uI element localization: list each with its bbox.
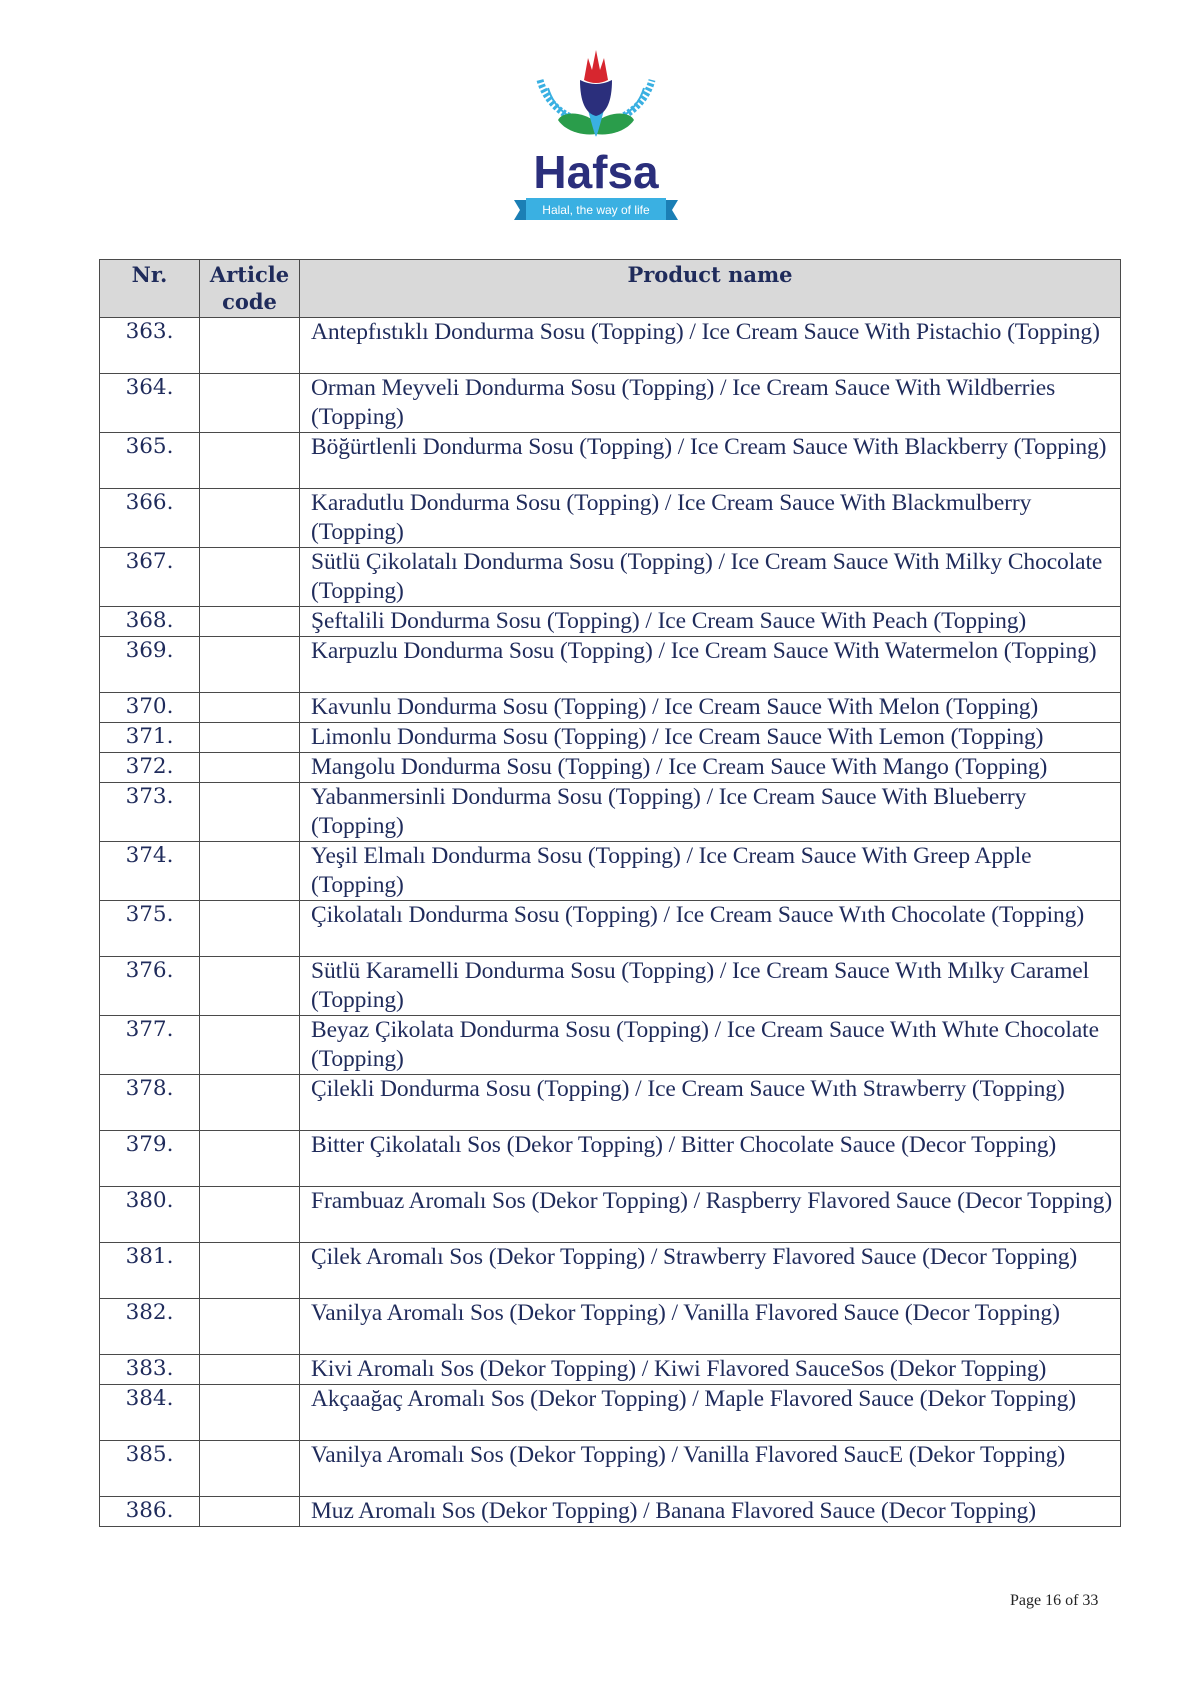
row-article-code bbox=[200, 1187, 300, 1243]
row-number: 368. bbox=[100, 607, 200, 637]
page-number: Page 16 of 33 bbox=[1010, 1592, 1099, 1609]
row-product-name bbox=[300, 957, 1121, 1016]
row-number: 371. bbox=[100, 723, 200, 753]
row-product-name bbox=[300, 433, 1121, 489]
table-row bbox=[100, 783, 1121, 842]
row-product-name bbox=[300, 1187, 1121, 1243]
row-article-code bbox=[200, 318, 300, 374]
row-product-name bbox=[300, 1131, 1121, 1187]
table-row bbox=[100, 1441, 1121, 1497]
row-article-code bbox=[200, 1075, 300, 1131]
product-name-text: Antepfıstıklı Dondurma Sosu (Topping) / Ice Cream Sauce With Pistachio (Topping) bbox=[311, 319, 1100, 345]
header-product-name: Product name bbox=[300, 260, 1121, 318]
row-product-name bbox=[300, 723, 1121, 753]
row-product-name bbox=[300, 1299, 1121, 1355]
row-article-code bbox=[200, 693, 300, 723]
row-article-code bbox=[200, 1299, 300, 1355]
table-row bbox=[100, 1131, 1121, 1187]
row-number: 372. bbox=[100, 753, 200, 783]
product-name-text: Sütlü Karamelli Dondurma Sosu (Topping) / Ice Cream Sauce Wıth Mılky Caramel (Topping) bbox=[311, 958, 1090, 1013]
row-product-name bbox=[300, 1355, 1121, 1385]
header-article-code bbox=[200, 260, 300, 318]
row-number: 364. bbox=[100, 374, 200, 433]
table-row bbox=[100, 901, 1121, 957]
product-name-text: Bitter Çikolatalı Sos (Dekor Topping) / Bitter Chocolate Sauce (Decor Topping) bbox=[311, 1132, 1057, 1158]
table-header-row bbox=[100, 260, 1121, 318]
row-article-code bbox=[200, 374, 300, 433]
row-number: 367. bbox=[100, 548, 200, 607]
row-number: 375. bbox=[100, 901, 200, 957]
product-name-text: Kivi Aromalı Sos (Dekor Topping) / Kiwi Flavored SauceSos (Dekor Topping) bbox=[311, 1356, 1047, 1382]
logo-tagline: Halal, the way of life bbox=[542, 203, 650, 217]
row-number: 374. bbox=[100, 842, 200, 901]
row-article-code bbox=[200, 723, 300, 753]
row-number: 378. bbox=[100, 1075, 200, 1131]
row-article-code bbox=[200, 1355, 300, 1385]
row-number: 377. bbox=[100, 1016, 200, 1075]
product-name-text: Beyaz Çikolata Dondurma Sosu (Topping) / Ice Cream Sauce Wıth Whıte Chocolate (Topping) bbox=[311, 1017, 1099, 1072]
row-article-code bbox=[200, 489, 300, 548]
row-number: 382. bbox=[100, 1299, 200, 1355]
row-article-code bbox=[200, 1131, 300, 1187]
header-nr: Nr. bbox=[100, 260, 200, 318]
row-product-name bbox=[300, 489, 1121, 548]
row-article-code bbox=[200, 1385, 300, 1441]
row-product-name bbox=[300, 548, 1121, 607]
product-name-text: Şeftalili Dondurma Sosu (Topping) / Ice Cream Sauce With Peach (Topping) bbox=[311, 608, 1027, 634]
row-article-code bbox=[200, 842, 300, 901]
product-name-text: Muz Aromalı Sos (Dekor Topping) / Banana Flavored Sauce (Decor Topping) bbox=[311, 1498, 1036, 1524]
product-name-text: Kavunlu Dondurma Sosu (Topping) / Ice Cream Sauce With Melon (Topping) bbox=[311, 694, 1039, 720]
table-row bbox=[100, 607, 1121, 637]
row-product-name bbox=[300, 753, 1121, 783]
table-row bbox=[100, 753, 1121, 783]
row-product-name bbox=[300, 842, 1121, 901]
row-product-name bbox=[300, 693, 1121, 723]
row-number: 366. bbox=[100, 489, 200, 548]
row-product-name bbox=[300, 1441, 1121, 1497]
row-number: 385. bbox=[100, 1441, 200, 1497]
tulip-petals bbox=[584, 50, 608, 83]
row-number: 376. bbox=[100, 957, 200, 1016]
product-name-text: Yabanmersinli Dondurma Sosu (Topping) / Ice Cream Sauce With Blueberry (Topping) bbox=[311, 784, 1027, 839]
table-row bbox=[100, 374, 1121, 433]
product-name-text: Yeşil Elmalı Dondurma Sosu (Topping) / Ice Cream Sauce With Greep Apple (Topping) bbox=[311, 843, 1032, 898]
table-row bbox=[100, 723, 1121, 753]
product-name-text: Çilekli Dondurma Sosu (Topping) / Ice Cream Sauce Wıth Strawberry (Topping) bbox=[311, 1076, 1065, 1102]
header-article-code-line2: code bbox=[222, 289, 277, 314]
table-row bbox=[100, 433, 1121, 489]
table-row bbox=[100, 693, 1121, 723]
table-row bbox=[100, 637, 1121, 693]
product-name-text: Çikolatalı Dondurma Sosu (Topping) / Ice Cream Sauce Wıth Chocolate (Topping) bbox=[311, 902, 1085, 928]
logo-graphic bbox=[500, 40, 692, 232]
product-name-text: Karpuzlu Dondurma Sosu (Topping) / Ice Cream Sauce With Watermelon (Topping) bbox=[311, 638, 1097, 664]
table-row bbox=[100, 489, 1121, 548]
row-product-name bbox=[300, 1075, 1121, 1131]
tulip-bulb bbox=[580, 80, 612, 116]
table-row bbox=[100, 957, 1121, 1016]
row-number: 363. bbox=[100, 318, 200, 374]
table-row bbox=[100, 1187, 1121, 1243]
row-article-code bbox=[200, 607, 300, 637]
row-number: 370. bbox=[100, 693, 200, 723]
product-name-text: Vanilya Aromalı Sos (Dekor Topping) / Vanilla Flavored Sauce (Decor Topping) bbox=[311, 1300, 1060, 1326]
row-product-name bbox=[300, 1385, 1121, 1441]
product-table bbox=[99, 259, 1121, 1527]
product-name-text: Sütlü Çikolatalı Dondurma Sosu (Topping) / Ice Cream Sauce With Milky Chocolate (Topping) bbox=[311, 549, 1103, 604]
row-article-code bbox=[200, 753, 300, 783]
row-number: 386. bbox=[100, 1497, 200, 1527]
product-name-text: Mangolu Dondurma Sosu (Topping) / Ice Cream Sauce With Mango (Topping) bbox=[311, 754, 1048, 780]
row-article-code bbox=[200, 901, 300, 957]
row-product-name bbox=[300, 1243, 1121, 1299]
product-name-text: Böğürtlenli Dondurma Sosu (Topping) / Ice Cream Sauce With Blackberry (Topping) bbox=[311, 434, 1107, 460]
logo-brand-text: Hafsa bbox=[533, 146, 659, 198]
row-article-code bbox=[200, 548, 300, 607]
table-row bbox=[100, 1355, 1121, 1385]
row-product-name bbox=[300, 607, 1121, 637]
row-article-code bbox=[200, 1016, 300, 1075]
row-article-code bbox=[200, 1497, 300, 1527]
row-number: 383. bbox=[100, 1355, 200, 1385]
product-name-text: Karadutlu Dondurma Sosu (Topping) / Ice Cream Sauce With Blackmulberry (Topping) bbox=[311, 490, 1032, 545]
table-row bbox=[100, 1075, 1121, 1131]
row-article-code bbox=[200, 433, 300, 489]
row-article-code bbox=[200, 1441, 300, 1497]
row-article-code bbox=[200, 783, 300, 842]
row-article-code bbox=[200, 1243, 300, 1299]
row-number: 369. bbox=[100, 637, 200, 693]
row-product-name bbox=[300, 1497, 1121, 1527]
table-row bbox=[100, 842, 1121, 901]
hafsa-logo bbox=[500, 40, 692, 232]
table-row bbox=[100, 1497, 1121, 1527]
product-name-text: Limonlu Dondurma Sosu (Topping) / Ice Cream Sauce With Lemon (Topping) bbox=[311, 724, 1044, 750]
row-number: 373. bbox=[100, 783, 200, 842]
row-product-name bbox=[300, 374, 1121, 433]
product-name-text: Vanilya Aromalı Sos (Dekor Topping) / Vanilla Flavored SaucE (Dekor Topping) bbox=[311, 1442, 1066, 1468]
table-row bbox=[100, 1243, 1121, 1299]
row-product-name bbox=[300, 1016, 1121, 1075]
row-product-name bbox=[300, 783, 1121, 842]
product-name-text: Frambuaz Aromalı Sos (Dekor Topping) / Raspberry Flavored Sauce (Decor Topping) bbox=[311, 1188, 1113, 1214]
table-row bbox=[100, 1016, 1121, 1075]
row-number: 384. bbox=[100, 1385, 200, 1441]
product-name-text: Çilek Aromalı Sos (Dekor Topping) / Strawberry Flavored Sauce (Decor Topping) bbox=[311, 1244, 1078, 1270]
row-article-code bbox=[200, 957, 300, 1016]
table-row bbox=[100, 548, 1121, 607]
row-number: 365. bbox=[100, 433, 200, 489]
table-row bbox=[100, 1299, 1121, 1355]
row-number: 380. bbox=[100, 1187, 200, 1243]
header-article-code-line1: Article bbox=[209, 262, 290, 287]
table-row bbox=[100, 318, 1121, 374]
row-product-name bbox=[300, 901, 1121, 957]
product-name-text: Akçaağaç Aromalı Sos (Dekor Topping) / Maple Flavored Sauce (Dekor Topping) bbox=[311, 1386, 1076, 1412]
product-name-text: Orman Meyveli Dondurma Sosu (Topping) / Ice Cream Sauce With Wildberries (Topping) bbox=[311, 375, 1056, 430]
row-article-code bbox=[200, 637, 300, 693]
table-row bbox=[100, 1385, 1121, 1441]
row-number: 381. bbox=[100, 1243, 200, 1299]
row-number: 379. bbox=[100, 1131, 200, 1187]
row-product-name bbox=[300, 637, 1121, 693]
row-product-name bbox=[300, 318, 1121, 374]
